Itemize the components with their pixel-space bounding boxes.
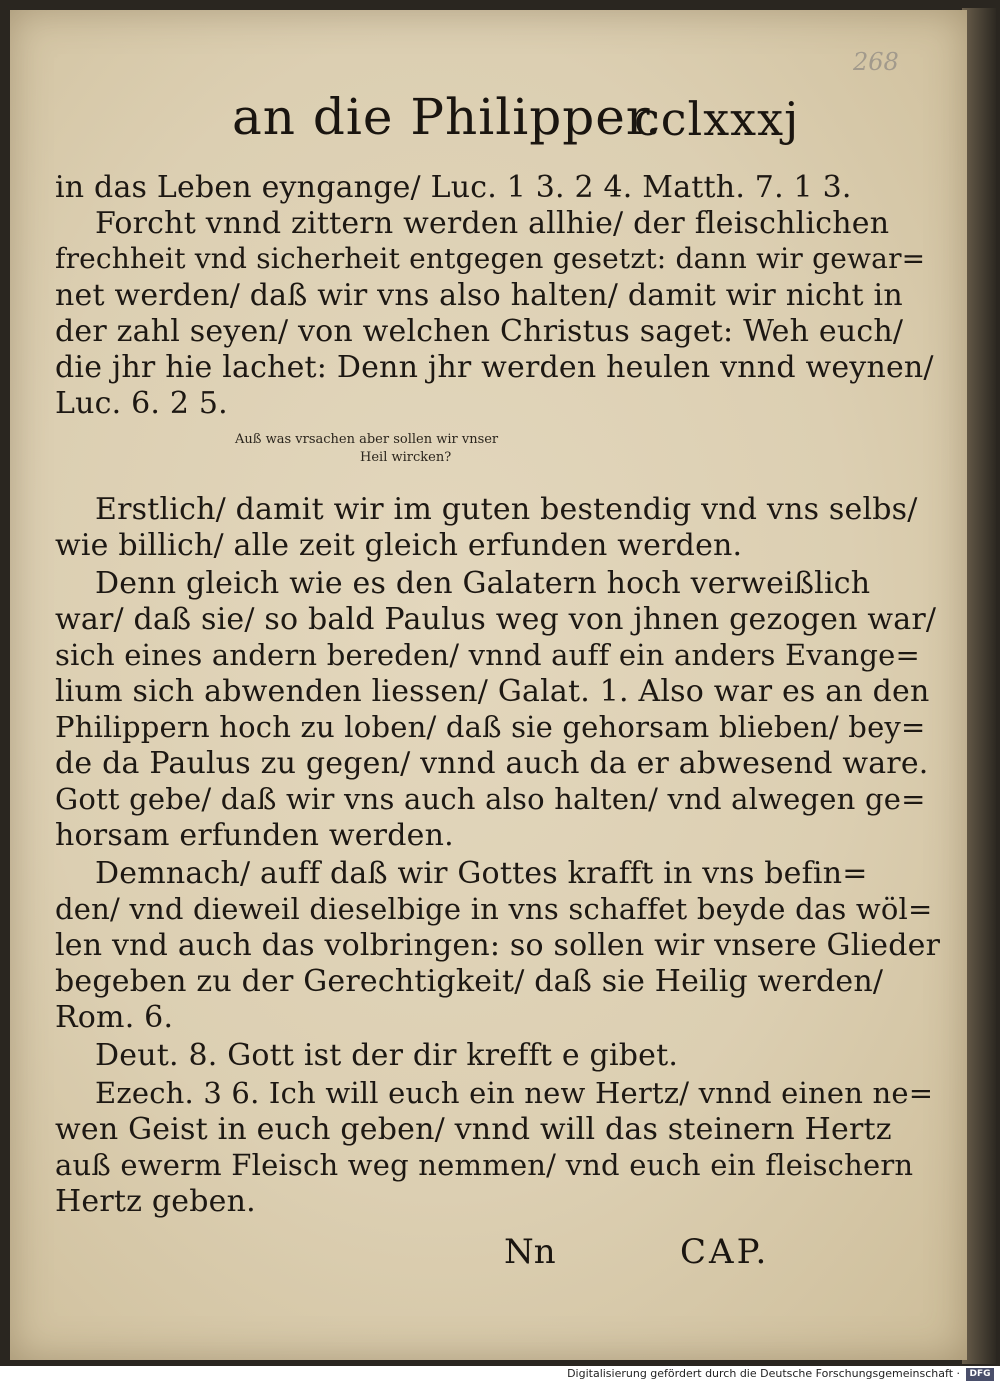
text-line: Deut. 8. Gott ist der dir krefft e gibet. [95,1038,679,1073]
text-line: wie billich/ alle zeit gleich erfunden werden. [55,528,743,563]
text-line: Denn gleich wie es den Galatern hoch verweißlich [95,566,871,601]
text-line: wen Geist in euch geben/ vnnd will das steinern Hertz [55,1112,892,1147]
text-line: Hertz geben. [55,1184,256,1219]
text-line: de da Paulus zu gegen/ vnnd auch da er abwesend ware. [55,746,929,781]
folio-number: cclxxxj [634,92,800,146]
text-line: Forcht vnnd zittern werden allhie/ der fleischlichen [95,206,890,241]
text-line: frechheit vnd sicherheit entgegen gesetzt: dann wir gewar= [55,242,926,275]
text-line: begeben zu der Gerechtigkeit/ daß sie Heilig werden/ [55,964,884,999]
text-line: der zahl seyen/ von welchen Christus saget: Weh euch/ [55,314,904,349]
subheading-line: Heil wircken? [360,450,452,465]
text-line: horsam erfunden werden. [55,818,454,853]
signature-mark: Nn [504,1232,556,1272]
text-line: Ezech. 3 6. Ich will euch ein new Hertz/ vnnd einen ne= [95,1076,934,1110]
text-line: war/ daß sie/ so bald Paulus weg von jhnen gezogen war/ [55,602,937,637]
text-line: net werden/ daß wir vns also halten/ damit wir nicht in [55,278,903,313]
text-line: Erstlich/ damit wir im guten bestendig vnd vns selbs/ [95,492,918,527]
text-line: auß ewerm Fleisch weg nemmen/ vnd euch ein fleischern [55,1148,914,1182]
pencil-page-number: 268 [853,48,899,76]
text-line: Philippern hoch zu loben/ daß sie gehorsam blieben/ bey= [55,710,926,744]
text-line: Gott gebe/ daß wir vns auch also halten/ vnd alwegen ge= [55,782,926,816]
text-line: sich eines andern bereden/ vnnd auff ein anders Evange= [55,638,920,672]
book-page [10,10,967,1360]
page-edge-shadow [962,8,996,1364]
text-line: in das Leben eyngange/ Luc. 1 3. 2 4. Matth. 7. 1 3. [55,170,852,205]
subheading-line: Auß was vrsachen aber sollen wir vnser [235,432,499,447]
text-line: Rom. 6. [55,1000,174,1035]
footer-credit: Digitalisierung gefördert durch die Deutsche Forschungsgemeinschaft · [567,1367,960,1380]
text-line: Demnach/ auff daß wir Gottes krafft in vns befin= [95,856,868,891]
text-line: len vnd auch das volbringen: so sollen wir vnsere Glieder [55,928,941,963]
text-line: lium sich abwenden liessen/ Galat. 1. Also war es an den [55,674,930,709]
text-line: die jhr hie lachet: Denn jhr werden heulen vnnd weynen/ [55,350,934,385]
digitization-footer [0,1366,1000,1384]
text-line: Luc. 6. 2 5. [55,386,228,421]
running-title: an die Philipper. [232,88,663,146]
dfg-logo: DFG [966,1368,994,1381]
catchword: CAP. [680,1232,770,1272]
text-line: den/ vnd dieweil dieselbige in vns schaffet beyde das wöl= [55,892,933,926]
